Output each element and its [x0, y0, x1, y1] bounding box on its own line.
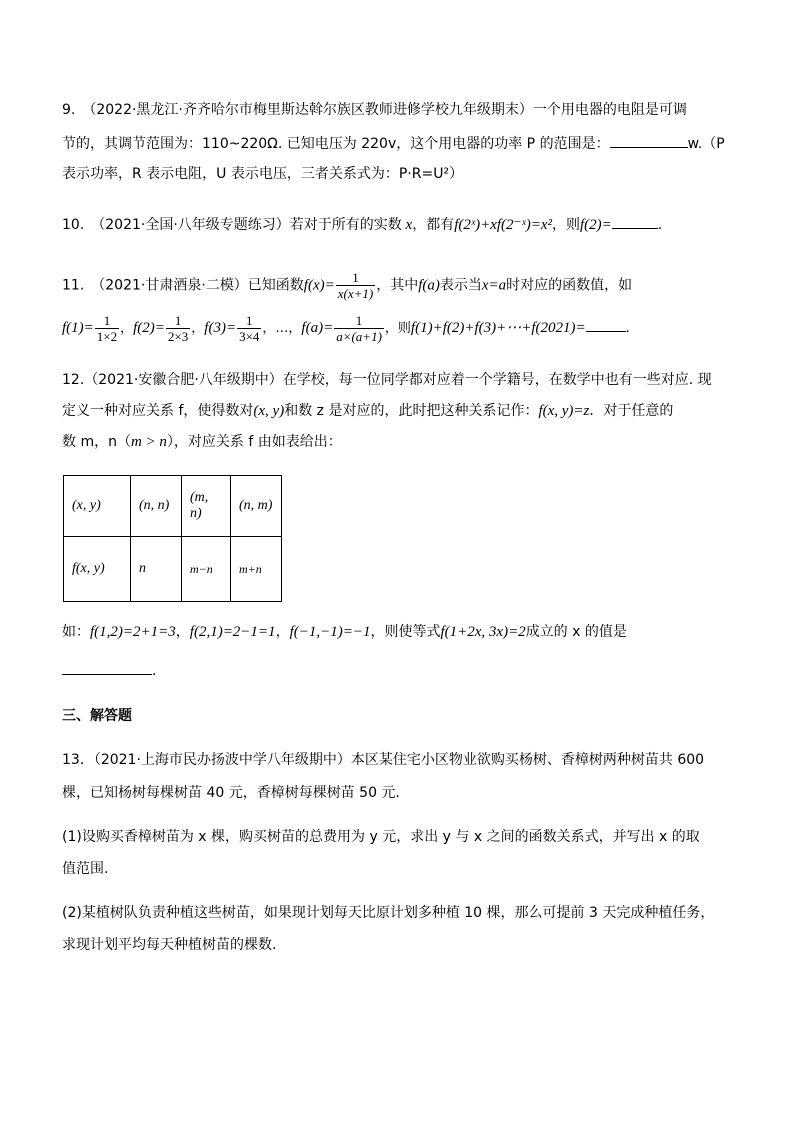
q9-answer-blank[interactable] [610, 133, 688, 148]
q9-line2-text: 节的，其调节范围为：110~220Ω. 已知电压为 220v，这个用电器的功率 P 的范围是： [62, 136, 610, 152]
q12-line2-text: 定义一种对应关系 f，使得数对 [62, 403, 254, 419]
q11-xa: x=a [481, 277, 507, 294]
q12-example-label: 如： [62, 624, 90, 640]
table-row [64, 537, 282, 602]
q13-part2-line1: (2)某植树队负责种植这些树苗，如果现计划每天比原计划多种植 10 棵，那么可提前 3 天完成种植任务， [62, 905, 715, 921]
q10-equation: f(2ˣ)+xf(2⁻ˣ)=x² [454, 217, 552, 233]
q11-line2: f(1)= $\frac{1}{1\times 2}$ ，f(2)= $\frac{1}{2\times 3}$ ，f(3)= $\frac{1}{3\times 4}$ ，…，f(a)= $\frac{1}{a\times(a+1)}$ ，则f(1)+f(2)+f(3)+⋯+f(2021)= . [62, 313, 630, 344]
q10-ask: f(2)= [579, 217, 612, 233]
q10-tail: ，则 [551, 217, 580, 233]
table-cell: (m, n) [182, 476, 231, 537]
q10-line: 10. （2021·全国·八年级专题练习）若对于所有的实数 x，都有f(2ˣ)+xf(2⁻ˣ)=x²，则f(2)= . [62, 214, 662, 235]
q12-equation: f(1+2x, 3x)=2 [440, 624, 526, 640]
q11-fa-den: a×(a+1) [336, 329, 382, 344]
q11-fx-fraction [336, 270, 375, 301]
q11-fa: f(a) [418, 277, 440, 294]
q11-f3-num: 1 [237, 313, 261, 329]
q11-dots: ，…， [262, 321, 302, 336]
q12-answer-line [62, 660, 156, 681]
table-cell: f(x, y) [64, 537, 131, 602]
q12-line3-tail: ），对应关系 f 由如表给出： [166, 434, 342, 450]
table-cell: n [131, 537, 182, 602]
q11-source: 11. （2021·甘肃酒泉·二模）已知函数 [62, 277, 304, 294]
q11-f2: f(2)= [133, 320, 165, 336]
q11-f1-num: 1 [95, 313, 119, 329]
q11-line1 [62, 270, 632, 301]
q11-f1-den: 1×2 [96, 329, 118, 344]
q10-source: 10. （2021·全国·八年级专题练习）若对于所有的实数 [62, 217, 402, 233]
q11-f3-den: 3×4 [239, 329, 260, 344]
q13-part2-line2: 求现计划平均每天种植树苗的棵数. [62, 937, 277, 953]
q13-line1: 13．（2021·上海市民办扬波中学八年级期中）本区某住宅小区物业欲购买杨树、香樟树两种树苗共 600 [62, 752, 705, 768]
q12-example-1: f(1,2)=2+1=3 [90, 624, 176, 640]
q12-line3-text: 数 m，n（ [62, 434, 131, 450]
q9-line3: 表示功率，R 表示电阻，U 表示电压，三者关系式为：P·R=U²） [62, 166, 464, 182]
q10-mid: ，都有 [412, 217, 455, 233]
table-cell: (n, m) [231, 476, 282, 537]
q11-desc1: ，其中 [376, 277, 419, 294]
q12-line1: 12.（2021·安徽合肥·八年级期中）在学校，每一位同学都对应着一个学籍号，在数学中也有一些对应. 现 [62, 372, 712, 388]
q11-f1: f(1)= [62, 320, 94, 336]
q12-line2-mid: 和数 z 是对应的，此时把这种关系记作： [284, 403, 539, 419]
q11-fx: f(x)= [303, 277, 335, 294]
q12-example-tail2: 成立的 x 的值是 [525, 624, 627, 640]
q13-part1-line1: (1)设购买香樟树苗为 x 棵，购买树苗的总费用为 y 元，求出 y 与 x 之间的函数关系式，并写出 x 的取 [62, 829, 700, 845]
q11-then: ，则 [384, 321, 411, 336]
table-cell: m+n [231, 537, 282, 602]
q11-f3: f(3)= [204, 320, 237, 336]
q12-example-line: 如：f(1,2)=2+1=3，f(2,1)=2−1=1，f(−1,−1)=−1，则使等式f(1+2x, 3x)=2成立的 x 的值是 [62, 624, 627, 640]
q12-line2 [62, 401, 673, 421]
q12-relation: f(x, y)=z [538, 403, 590, 419]
section-heading: 三、解答题 [62, 708, 132, 724]
q9-line2 [62, 133, 725, 154]
q11-desc2: 表示当 [439, 277, 482, 294]
q11-f3-fraction [237, 313, 261, 344]
q12-example-2: f(2,1)=2−1=1 [189, 624, 276, 640]
table-cell: m−n [182, 537, 231, 602]
q9-line2-tail: w.（P [687, 136, 725, 152]
q11-fx-den: x(x+1) [337, 286, 374, 301]
q11-f2-fraction [166, 313, 190, 344]
q12-line2-tail: ．对于任意的 [589, 403, 674, 419]
table-cell: (n, n) [131, 476, 182, 537]
q12-example-tail1: ，则使等式 [370, 624, 441, 640]
q13-part1-line2: 值范围. [62, 861, 109, 877]
q11-desc3: 时对应的函数值，如 [506, 277, 633, 294]
q11-fa-fraction [334, 313, 384, 344]
table-cell: (x, y) [64, 476, 131, 537]
table-header-row [64, 476, 282, 537]
q11-fa-num: 1 [334, 313, 384, 329]
q10-var-x: x [401, 217, 413, 233]
q12-answer-blank[interactable] [62, 660, 152, 675]
q11-sum: f(1)+f(2)+f(3)+⋯+f(2021)= [410, 320, 586, 336]
q11-fx-num: 1 [336, 270, 375, 286]
q11-f1-fraction [95, 313, 119, 344]
q13-line2: 棵，已知杨树每棵树苗 40 元，香樟树每棵树苗 50 元. [62, 785, 400, 801]
q11-f2-den: 2×3 [167, 329, 189, 344]
q12-pair: (x, y) [253, 403, 285, 419]
q12-condition: m > n [130, 434, 167, 450]
q11-fa2: f(a)= [301, 320, 334, 336]
q11-answer-blank[interactable] [586, 317, 626, 332]
q10-answer-blank[interactable] [612, 214, 658, 229]
q12-line3 [62, 432, 342, 452]
q11-f2-num: 1 [166, 313, 190, 329]
q9-line1: 9. （2022·黑龙江·齐齐哈尔市梅里斯达斡尔族区教师进修学校九年级期末）一个用电器的电阻是可调 [62, 102, 687, 118]
mapping-table [63, 475, 282, 602]
q12-example-3: f(−1,−1)=−1 [289, 624, 371, 640]
q12-answer-end: . [152, 663, 157, 679]
